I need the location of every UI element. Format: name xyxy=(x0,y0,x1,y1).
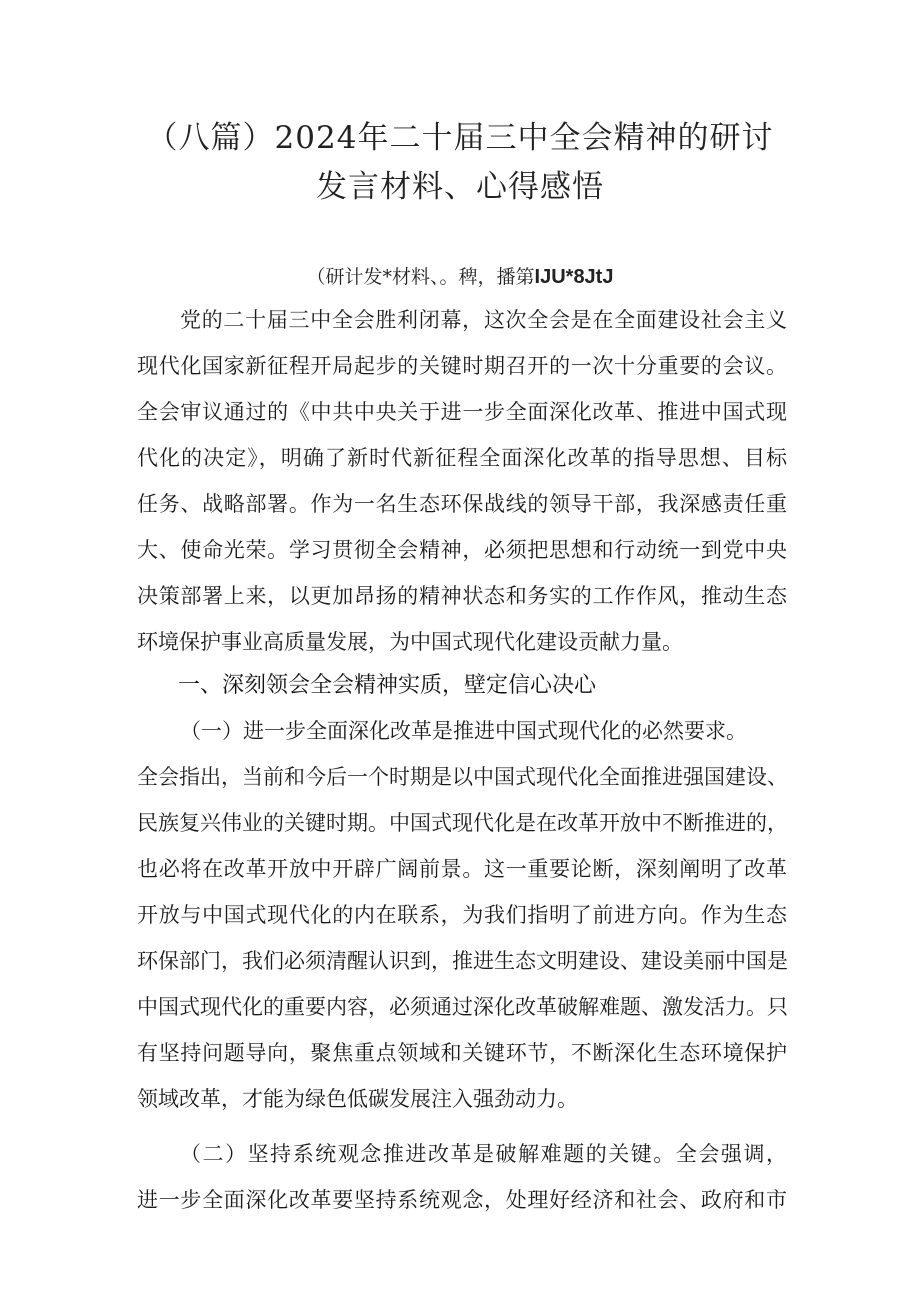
body-line: 环保部门，我们必须清醒认识到，推进生态文明建设、建设美丽中国是 xyxy=(137,949,788,973)
body-line: 全会指出，当前和今后一个时期是以中国式现代化全面推进强国建设、 xyxy=(137,765,788,789)
subsection-title: （二）坚持系统观念推进改革是破解难题的关键。全会强调， xyxy=(180,1142,787,1166)
body-line: 中国式现代化的重要内容，必须通过深化改革破解难题、激发活力。只 xyxy=(137,995,788,1019)
source-tail: IJU*8JtJ xyxy=(534,266,614,288)
intro-line: 现代化国家新征程开局起步的关键时期召开的一次十分重要的会议。 xyxy=(137,354,787,378)
intro-line: 代化的决定》，明确了新时代新征程全面深化改革的指导思想、目标 xyxy=(137,446,787,470)
intro-line: 全会审议通过的《中共中央关于进一步全面深化改革、推进中国式现 xyxy=(137,400,787,424)
intro-line: 环境保护事业高质量发展，为中国式现代化建设贡献力量。 xyxy=(137,630,683,654)
document-title-line-2: 发言材料、心得感悟 xyxy=(316,169,604,205)
source-prefix: （研计发*材料、。稗，播第 xyxy=(306,266,535,288)
body-line: 进一步全面深化改革要坚持系统观念，处理好经济和社会、政府和市 xyxy=(137,1188,787,1212)
document-source-line xyxy=(0,262,920,289)
intro-line: 任务、战略部署。作为一名生态环保战线的领导干部，我深感责任重 xyxy=(137,492,787,516)
body-line: 领域改革，才能为绿色低碳发展注入强劲动力。 xyxy=(137,1087,578,1111)
intro-line: 党的二十届三中全会胜利闭幕，这次全会是在全面建设社会主义 xyxy=(180,308,787,332)
body-line: 开放与中国式现代化的内在联系，为我们指明了前进方向。作为生态 xyxy=(137,903,787,927)
document-title-line-1: （八篇）2024年二十届三中全会精神的研讨 xyxy=(146,120,774,156)
section-heading: 一、深刻领会全会精神实质，壁定信心决心 xyxy=(178,672,597,697)
intro-line: 决策部署上来，以更加昂扬的精神状态和务实的工作作风，推动生态 xyxy=(137,584,787,608)
subsection-title: （一）进一步全面深化改革是推进中国式现代化的必然要求。 xyxy=(180,719,747,743)
intro-line: 大、使命光荣。学习贯彻全会精神，必须把思想和行动统一到党中央 xyxy=(137,538,787,562)
body-line: 民族复兴伟业的关键时期。中国式现代化是在改革开放中不断推进的， xyxy=(137,811,788,835)
body-line: 也必将在改革开放中开辟广阔前景。这一重要论断，深刻阐明了改革 xyxy=(137,857,787,881)
body-line: 有坚持问题导向，聚焦重点领域和关键环节，不断深化生态环境保护 xyxy=(137,1041,787,1065)
